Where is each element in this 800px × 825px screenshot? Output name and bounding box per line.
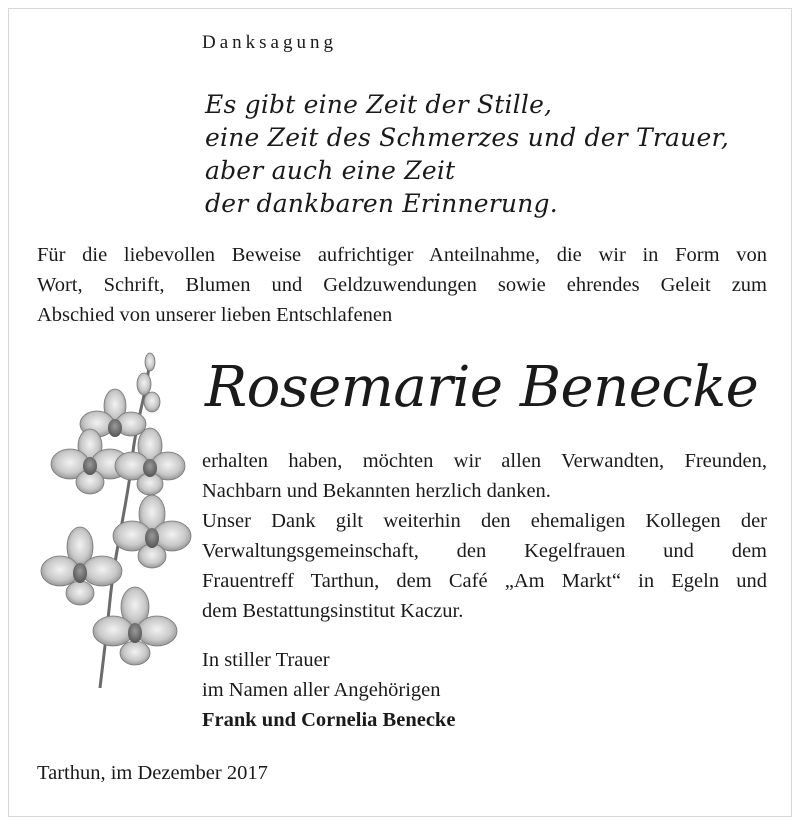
place-date: Tarthun, im Dezember 2017 <box>37 762 268 784</box>
signature-line: im Namen aller Angehörigen <box>202 679 441 701</box>
body-line: Frauentreff Tarthun, dem Café „Am Markt“ in Egeln und <box>202 570 767 592</box>
body-line: Verwaltungsgemeinschaft, den Kegelfrauen und dem <box>202 540 767 562</box>
intro-line: Wort, Schrift, Blumen und Geldzuwendungen sowie ehrendes Geleit zum <box>37 274 767 296</box>
poem-line: aber auch eine Zeit <box>205 156 456 185</box>
orchid-icon <box>40 350 200 690</box>
body-line: erhalten haben, möchten wir allen Verwandten, Freunden, <box>202 450 767 472</box>
poem-line: eine Zeit des Schmerzes und der Trauer, <box>205 123 730 152</box>
body-paragraph <box>202 446 767 626</box>
signature-line: In stiller Trauer <box>202 649 330 671</box>
poem <box>205 88 729 220</box>
body-line: Nachbarn und Bekannten herzlich danken. <box>202 480 551 502</box>
signatory-names: Frank und Cornelia Benecke <box>202 709 456 731</box>
intro-line: Für die liebevollen Beweise aufrichtiger Anteilnahme, die wir in Form von <box>37 244 767 266</box>
body-line: dem Bestattungsinstitut Kaczur. <box>202 600 464 622</box>
body-line: Unser Dank gilt weiterhin den ehemaligen Kollegen der <box>202 510 767 532</box>
poem-line: der dankbaren Erinnerung. <box>205 189 558 218</box>
intro-paragraph <box>37 240 767 330</box>
deceased-name: Rosemarie Benecke <box>205 355 759 420</box>
poem-line: Es gibt eine Zeit der Stille, <box>205 90 553 119</box>
notice-heading: Danksagung <box>202 32 337 53</box>
intro-line: Abschied von unserer lieben Entschlafenen <box>37 304 393 326</box>
signature-block <box>202 645 455 735</box>
